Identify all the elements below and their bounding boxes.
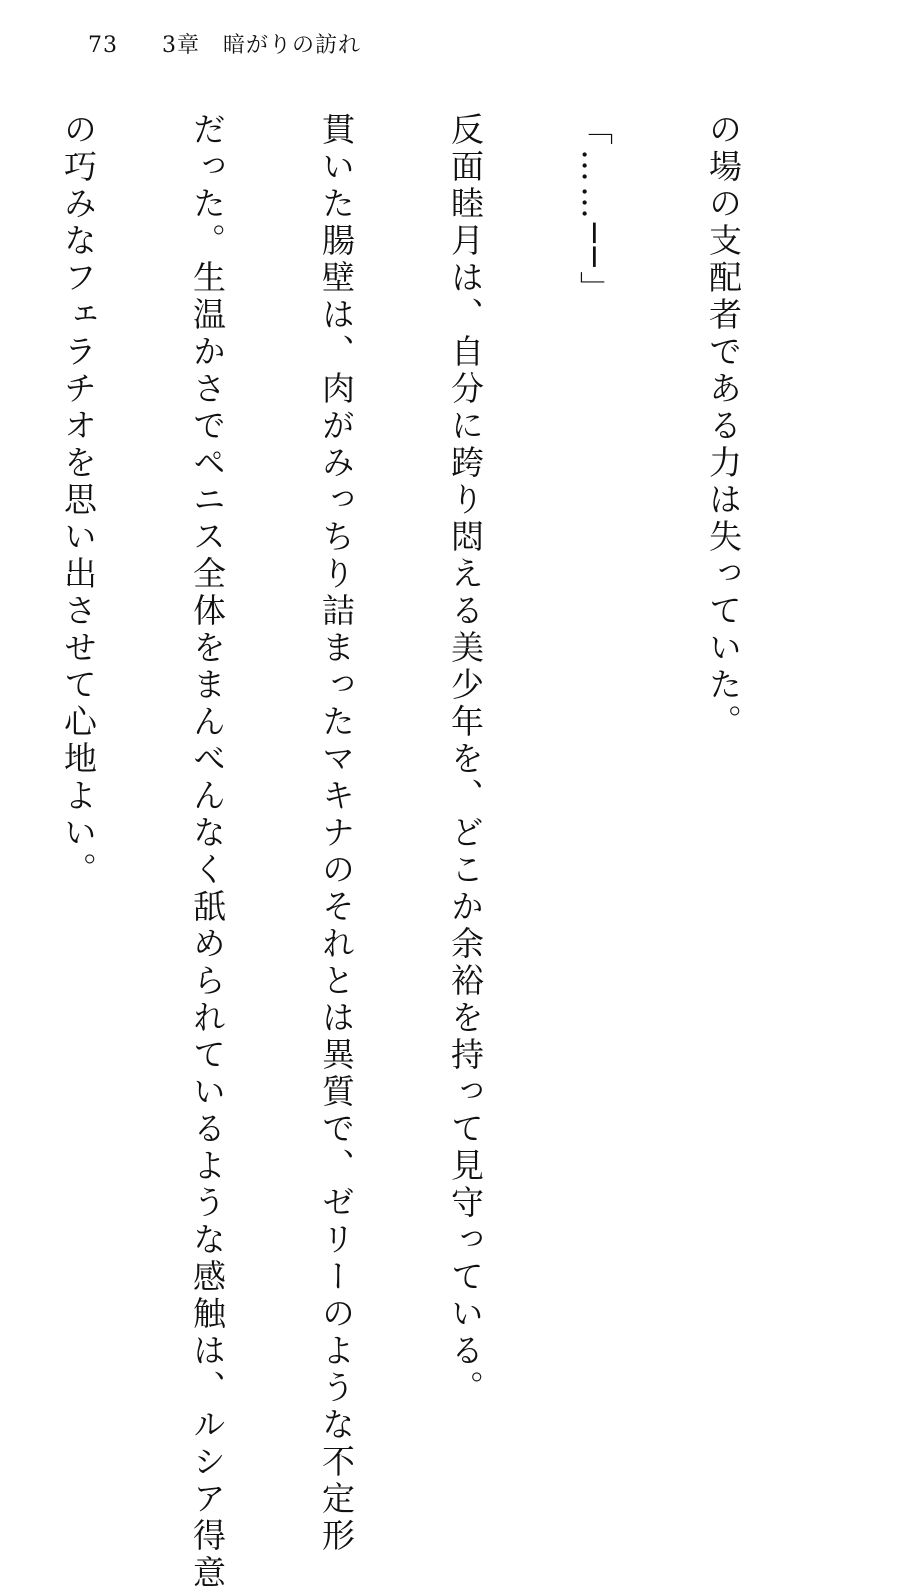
vertical-body-text bbox=[0, 112, 831, 1592]
page-number: 73 bbox=[88, 33, 118, 58]
text-line: 貫いた腸壁は、肉がみっちり詰まったマキナのそれとは異質で、ゼリーのような不定形 bbox=[317, 112, 356, 1555]
running-header bbox=[88, 28, 361, 59]
chapter-title: 3章 暗がりの訪れ bbox=[162, 33, 361, 58]
text-line: の場の支配者である力は失っていた。 bbox=[704, 112, 743, 741]
text-line: だった。生温かさでペニス全体をまんべんなく舐められているような感触は、ルシア得意 bbox=[188, 112, 227, 1592]
text-line: 「……──」 bbox=[575, 112, 614, 308]
text-line: 反面睦月は、自分に跨り悶える美少年を、どこか余裕を持って見守っている。 bbox=[446, 112, 485, 1407]
text-line: の巧みなフェラチオを思い出させて心地よい。 bbox=[59, 112, 98, 889]
